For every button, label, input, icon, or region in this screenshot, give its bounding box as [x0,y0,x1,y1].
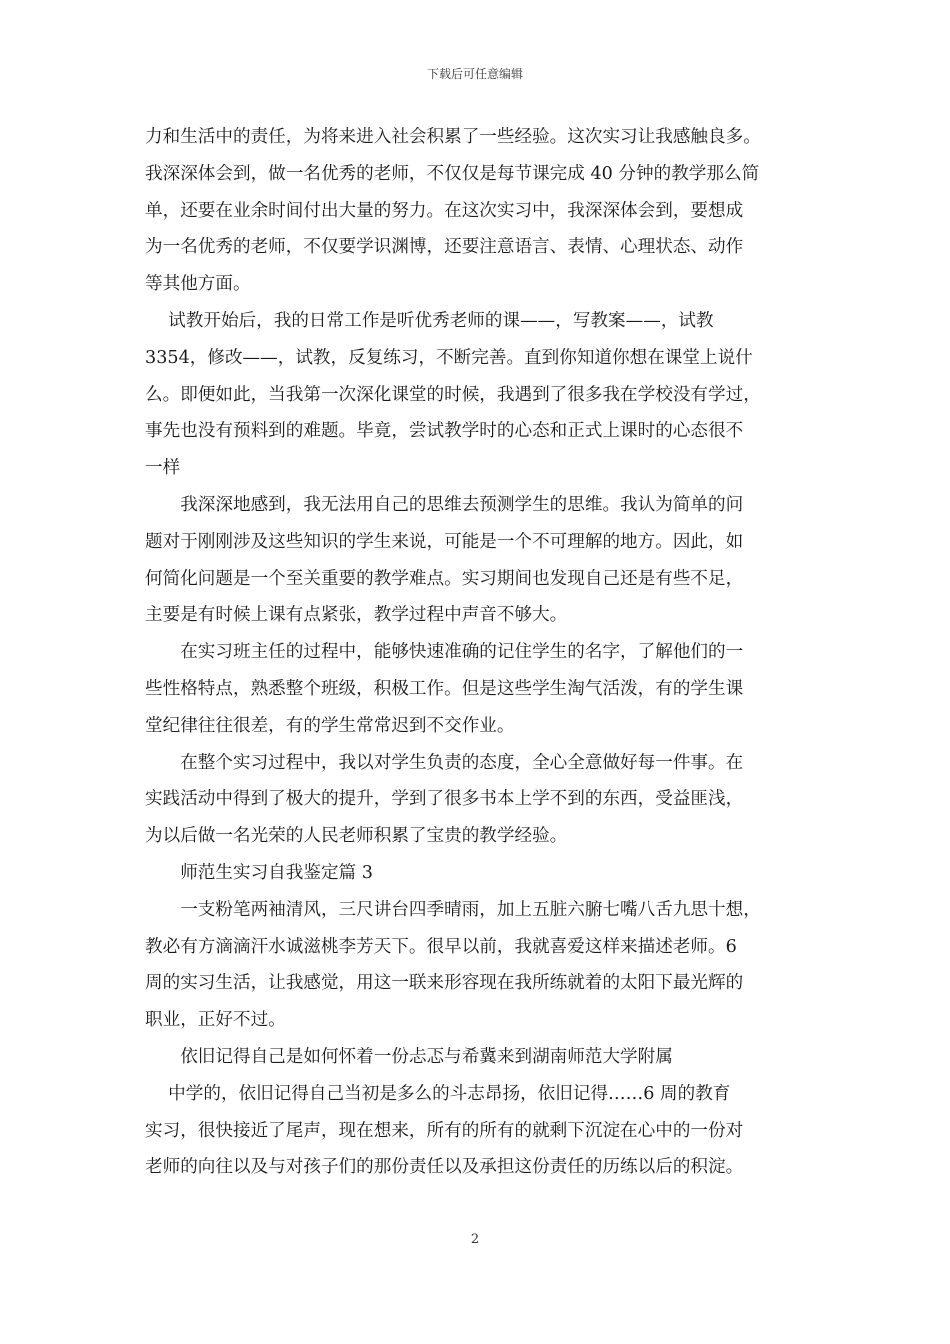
paragraph-3: 我深深地感到，我无法用自己的思维去预测学生的思维。我认为简单的问 题对于刚刚涉及这些知识的学生来说，可能是一个不可理解的地方。因此，如 何简化问题是一个至关重要的教学难点。实习期间也发现自己还是有些不足， 主要是有时候上课有点紧张，教学过程中声音不够大。 [145,494,744,626]
section-heading: 师范生实习自我鉴定篇 3 [145,862,373,883]
paragraph-1: 力和生活中的责任，为将来进入社会积累了一些经验。这次实习让我感触良多。 我深深体会到，做一名优秀的老师，不仅仅是每节课完成 40 分钟的教学那么简 单，还要在业余时间付出大量的努力。在这次实习中，我深深体会到，要想成 为一名优秀的老师，不仅要学识渊博，还要注意语言、表情、心理状态、动作 等其他方面。 [145,127,761,295]
page-header: 下载后可任意编辑 [426,67,523,81]
paragraph-6: 一支粉笔两袖清风，三尺讲台四季晴雨，加上五脏六腑七嘴八舌九思十想， 教必有方滴滴汗水诚滋桃李芳天下。很早以前，我就喜爱这样来描述老师。6 周的实习生活，让我感觉，用这一联来形容现在我所练就着的太阳下最光辉的 职业，正好不过。 [145,899,761,1031]
document-body [145,119,810,1186]
paragraph-4: 在实习班主任的过程中，能够快速准确的记住学生的名字，了解他们的一 些性格特点，熟悉整个班级，积极工作。但是这些学生淘气活泼，有的学生课 堂纪律往往很差，有的学生常常迟到不交作业。 [145,642,744,736]
paragraph-5: 在整个实习过程中，我以对学生负责的态度，全心全意做好每一件事。在 实践活动中得到了极大的提升，学到了很多书本上学不到的东西，受益匪浅， 为以后做一名光荣的人民老师积累了宝贵的教学经验。 [145,752,744,847]
page-number: 2 [470,1232,480,1247]
paragraph-7: 依旧记得自己是如何怀着一份忐忑与希冀来到湖南师范大学附属 [145,1046,673,1067]
paragraph-2: 试教开始后，我的日常工作是听优秀老师的课——，写教案——，试教 3354，修改——，试教，反复练习，不断完善。直到你知道你想在课堂上说什 么。即便如此，当我第一次深化课堂的时候，我遇到了很多我在学校没有学过， 事先也没有预料到的难题。毕竟，尝试教学时的心态和正式上课时的心态很不 一样 [145,310,761,479]
paragraph-8: 中学的，依旧记得自己当初是多么的斗志昂扬，依旧记得……6 周的教育 实习，很快接近了尾声，现在想来，所有的所有的就剩下沉淀在心中的一份对 老师的向往以及与对孩子们的那份责任以及承担这份责任的历练以后的积淀。 [145,1083,744,1178]
